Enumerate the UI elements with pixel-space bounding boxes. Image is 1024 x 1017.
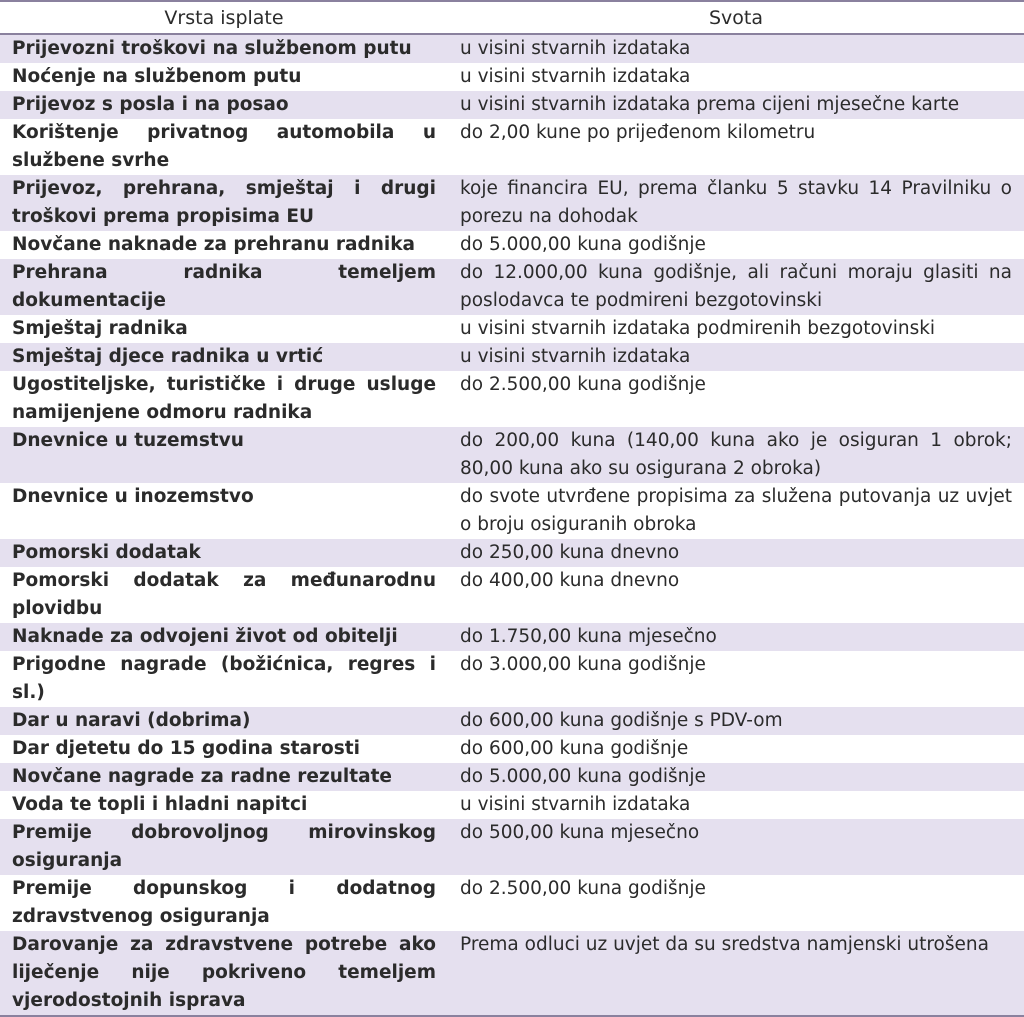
table-row bbox=[0, 119, 1024, 175]
payment-type-cell: Korištenje privatnog automobila u službene svrhe bbox=[0, 119, 448, 175]
amount-cell: do 5.000,00 kuna godišnje bbox=[448, 763, 1024, 791]
amount-cell: u visini stvarnih izdataka prema cijeni mjesečne karte bbox=[448, 91, 1024, 119]
amount-cell: u visini stvarnih izdataka bbox=[448, 791, 1024, 819]
amount-cell: u visini stvarnih izdataka podmirenih bezgotovinski bbox=[448, 315, 1024, 343]
payment-type-cell: Pomorski dodatak bbox=[0, 539, 448, 567]
amount-cell: do 600,00 kuna godišnje bbox=[448, 735, 1024, 763]
amount-cell: do 2,00 kune po prijeđenom kilometru bbox=[448, 119, 1024, 175]
payment-type-cell: Darovanje za zdravstvene potrebe ako liječenje nije pokriveno temeljem vjerodostojnih isprava bbox=[0, 931, 448, 1016]
header-row bbox=[0, 1, 1024, 34]
amount-cell: do svote utvrđene propisima za služena putovanja uz uvjet o broju osiguranih obroka bbox=[448, 483, 1024, 539]
table-row bbox=[0, 91, 1024, 119]
amount-cell: do 2.500,00 kuna godišnje bbox=[448, 875, 1024, 931]
table-row bbox=[0, 483, 1024, 539]
table-row bbox=[0, 791, 1024, 819]
payment-type-cell: Prigodne nagrade (božićnica, regres i sl.) bbox=[0, 651, 448, 707]
payment-type-cell: Voda te topli i hladni napitci bbox=[0, 791, 448, 819]
payment-type-cell: Premije dobrovoljnog mirovinskog osiguranja bbox=[0, 819, 448, 875]
payment-type-cell: Novčane naknade za prehranu radnika bbox=[0, 231, 448, 259]
amount-cell: do 250,00 kuna dnevno bbox=[448, 539, 1024, 567]
payment-type-cell: Dar djetetu do 15 godina starosti bbox=[0, 735, 448, 763]
payment-type-cell: Dnevnice u inozemstvo bbox=[0, 483, 448, 539]
header-vrsta-isplate: Vrsta isplate bbox=[0, 1, 448, 34]
table-row bbox=[0, 931, 1024, 1016]
payment-type-cell: Naknade za odvojeni život od obitelji bbox=[0, 623, 448, 651]
payment-type-cell: Dar u naravi (dobrima) bbox=[0, 707, 448, 735]
amount-cell: Prema odluci uz uvjet da su sredstva namjenski utrošena bbox=[448, 931, 1024, 1016]
amount-cell: do 5.000,00 kuna godišnje bbox=[448, 231, 1024, 259]
payment-type-cell: Smještaj radnika bbox=[0, 315, 448, 343]
header-svota: Svota bbox=[448, 1, 1024, 34]
table-row bbox=[0, 343, 1024, 371]
payment-type-cell: Pomorski dodatak za međunarodnu plovidbu bbox=[0, 567, 448, 623]
table-row bbox=[0, 63, 1024, 91]
payment-type-cell: Ugostiteljske, turističke i druge usluge namijenjene odmoru radnika bbox=[0, 371, 448, 427]
payment-type-cell: Premije dopunskog i dodatnog zdravstvenog osiguranja bbox=[0, 875, 448, 931]
table-row bbox=[0, 259, 1024, 315]
amount-cell: do 3.000,00 kuna godišnje bbox=[448, 651, 1024, 707]
amount-cell: do 1.750,00 kuna mjesečno bbox=[448, 623, 1024, 651]
table-row bbox=[0, 231, 1024, 259]
payment-type-cell: Novčane nagrade za radne rezultate bbox=[0, 763, 448, 791]
table-row bbox=[0, 427, 1024, 483]
payment-type-cell: Prijevozni troškovi na službenom putu bbox=[0, 34, 448, 63]
table-row bbox=[0, 567, 1024, 623]
amount-cell: do 500,00 kuna mjesečno bbox=[448, 819, 1024, 875]
table-row bbox=[0, 651, 1024, 707]
table-body bbox=[0, 34, 1024, 1016]
table-row bbox=[0, 735, 1024, 763]
amount-cell: do 12.000,00 kuna godišnje, ali računi moraju glasiti na poslodavca te podmireni bezgotovinski bbox=[448, 259, 1024, 315]
payment-type-cell: Noćenje na službenom putu bbox=[0, 63, 448, 91]
table-row bbox=[0, 875, 1024, 931]
table-row bbox=[0, 707, 1024, 735]
table-row bbox=[0, 315, 1024, 343]
table-header bbox=[0, 1, 1024, 34]
payment-type-cell: Prehrana radnika temeljem dokumentacije bbox=[0, 259, 448, 315]
payment-type-cell: Dnevnice u tuzemstvu bbox=[0, 427, 448, 483]
table-row bbox=[0, 539, 1024, 567]
amount-cell: u visini stvarnih izdataka bbox=[448, 63, 1024, 91]
table-row bbox=[0, 371, 1024, 427]
amount-cell: koje financira EU, prema članku 5 stavku 14 Pravilniku o porezu na dohodak bbox=[448, 175, 1024, 231]
amount-cell: u visini stvarnih izdataka bbox=[448, 343, 1024, 371]
payment-type-cell: Smještaj djece radnika u vrtić bbox=[0, 343, 448, 371]
payment-type-cell: Prijevoz s posla i na posao bbox=[0, 91, 448, 119]
amount-cell: u visini stvarnih izdataka bbox=[448, 34, 1024, 63]
amount-cell: do 400,00 kuna dnevno bbox=[448, 567, 1024, 623]
table-row bbox=[0, 623, 1024, 651]
amount-cell: do 600,00 kuna godišnje s PDV-om bbox=[448, 707, 1024, 735]
table-row bbox=[0, 175, 1024, 231]
amount-cell: do 2.500,00 kuna godišnje bbox=[448, 371, 1024, 427]
amount-cell: do 200,00 kuna (140,00 kuna ako je osiguran 1 obrok; 80,00 kuna ako su osigurana 2 obroka) bbox=[448, 427, 1024, 483]
payment-type-cell: Prijevoz, prehrana, smještaj i drugi troškovi prema propisima EU bbox=[0, 175, 448, 231]
table-row bbox=[0, 819, 1024, 875]
table-row bbox=[0, 763, 1024, 791]
table-row bbox=[0, 34, 1024, 63]
